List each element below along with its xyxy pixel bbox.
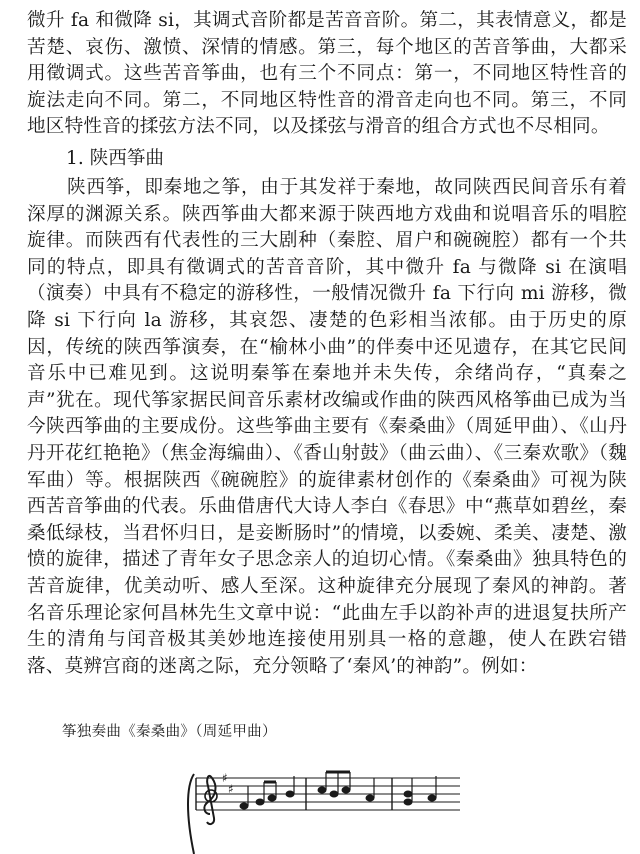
- section-heading: 1. 陕西筝曲: [66, 148, 165, 169]
- svg-text:♯: ♯: [228, 782, 234, 796]
- notes-measure-1: [240, 776, 294, 809]
- staff-lines: [196, 778, 460, 810]
- intro-paragraph: 微升 fa 和微降 si，其调式音阶都是苦音音阶。第二，其表情意义，都是苦楚、哀伤、激愤、深情的情感。第三，每个地区的苦音筝曲，大都采用徵调式。这些苦音筝曲，也有三个不同点：第一，不同地区特性音的旋法走向不同。第二，不同地区特性音的滑音走向也不同。第三，不同地区特性音的揉弦方法不同，以及揉弦与滑音的组合方式也不尽相同。: [27, 10, 627, 138]
- body-paragraph: 陕西筝，即秦地之筝，由于其发祥于秦地，故同陕西民间音乐有着深厚的渊源关系。陕西筝曲大都来源于陕西地方戏曲和说唱音乐的唱腔旋律。而陕西有代表性的三大剧种（秦腔、眉户和碗碗腔）都有一个共同的特点，即具有徵调式的苦音音阶，其中微升 fa 与微降 si 在演唱（演奏）中具有不稳定的游移性，一般情况微升 fa 下行向 mi 游移，微降 si 下行向 la 游移，其哀怨、凄楚的色彩相当浓郁。由于历史的原因，传统的陕西筝演奏，在“榆林小曲”的伴奏中还见遗存，在其它民间音乐中已难见到。这说明秦筝在秦地并未失传，余绪尚存，“真秦之声”犹在。现代筝家据民间音乐素材改编或作曲的陕西风格筝曲已成为当今陕西筝曲的主要成份。这些筝曲主要有《秦桑曲》（周延甲曲）、《山丹丹开花红艳艳》（焦金海编曲）、《香山射鼓》（曲云曲）、《三秦欢歌》（魏军曲）等。根据陕西《碗碗腔》的旋律素材创作的《秦桑曲》可视为陕西苦音筝曲的代表。乐曲借唐代大诗人李白《春思》中“燕草如碧丝，秦桑低绿枝，当君怀归日，是妾断肠时”的情境，以委婉、柔美、凄楚、激愤的旋律，描述了青年女子思念亲人的迫切心情。《秦桑曲》独具特色的苦音旋律，优美动听、感人至深。这种旋律充分展现了秦风的神韵。著名音乐理论家何昌林先生文章中说：“此曲左手以韵补声的进退复扶所产生的清角与闰音极其美妙地连接使用别具一格的意趣，使人在跌宕错落、莫辨宫商的迷离之际，充分领略了‘秦风’的神韵”。例如：: [27, 177, 627, 677]
- svg-text:♯: ♯: [222, 771, 228, 785]
- music-score-excerpt: [180, 756, 460, 854]
- example-caption: 筝独奏曲《秦桑曲》（周延甲曲）: [62, 724, 277, 740]
- key-signature-sharps: [222, 771, 234, 796]
- treble-clef-icon: [204, 776, 217, 824]
- staff-brace: [188, 774, 194, 854]
- notes-measure-3: [404, 776, 436, 805]
